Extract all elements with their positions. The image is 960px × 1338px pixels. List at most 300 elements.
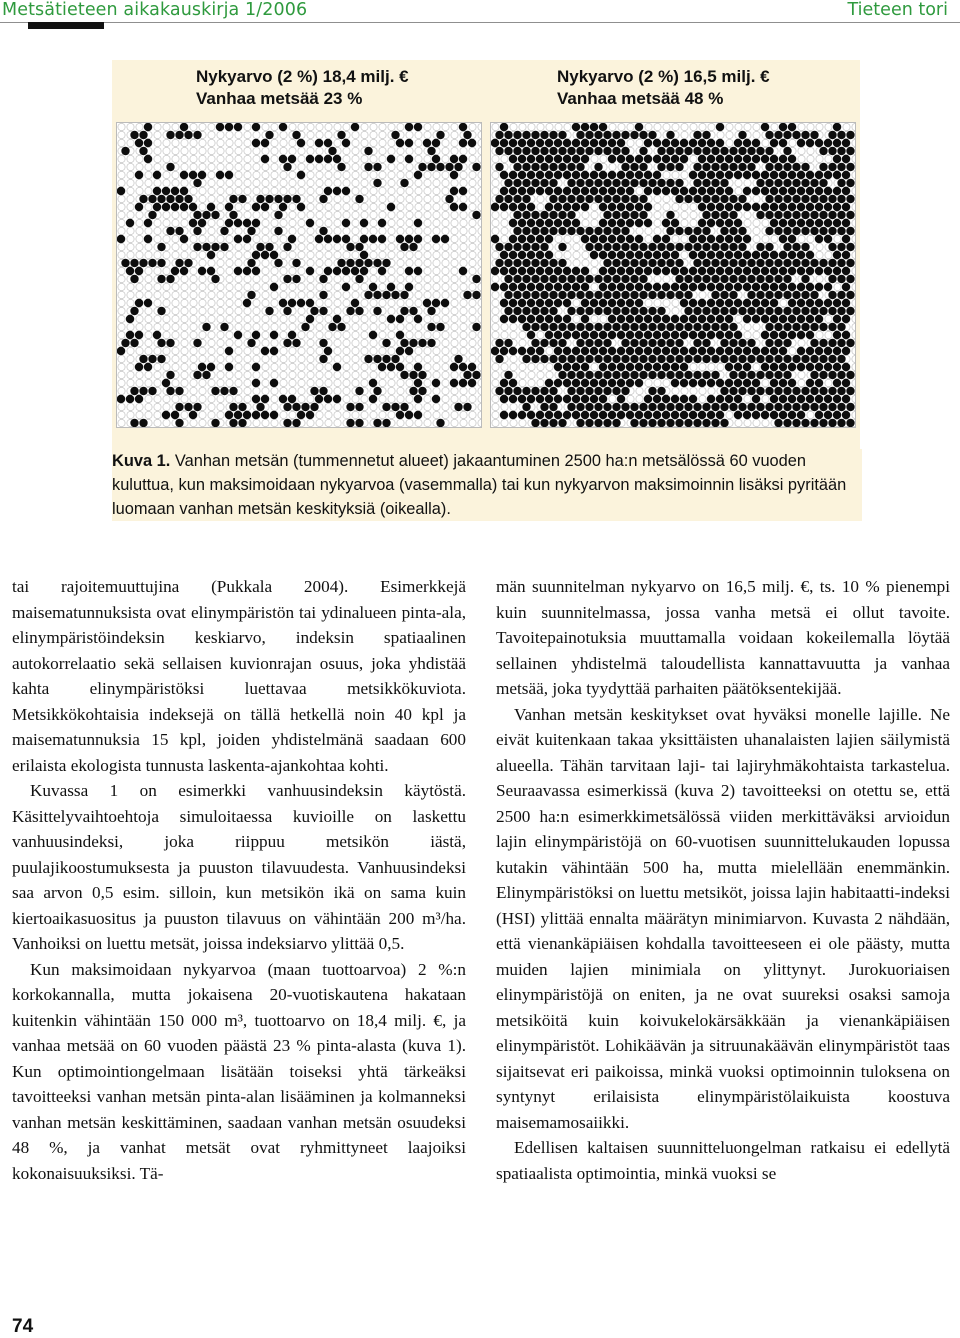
old-forest-cell	[225, 203, 233, 211]
old-forest-cell	[653, 267, 661, 275]
old-forest-cell	[617, 363, 625, 371]
old-forest-cell	[603, 371, 611, 379]
old-forest-cell	[729, 387, 737, 395]
old-forest-cell	[801, 131, 809, 139]
old-forest-cell	[711, 147, 719, 155]
old-forest-cell	[842, 347, 850, 355]
old-forest-cell	[770, 331, 778, 339]
old-forest-cell	[770, 171, 778, 179]
old-forest-cell	[774, 355, 782, 363]
old-forest-cell	[630, 243, 638, 251]
old-forest-cell	[252, 411, 260, 419]
old-forest-cell	[779, 139, 787, 147]
old-forest-cell	[306, 315, 314, 323]
old-forest-cell	[175, 195, 183, 203]
old-forest-cell	[157, 355, 165, 363]
old-forest-cell	[536, 395, 544, 403]
old-forest-cell	[130, 131, 138, 139]
old-forest-cell	[270, 283, 278, 291]
old-forest-cell	[612, 131, 620, 139]
old-forest-cell	[400, 339, 408, 347]
old-forest-cell	[842, 139, 850, 147]
old-forest-cell	[545, 267, 553, 275]
old-forest-cell	[184, 403, 192, 411]
old-forest-cell	[716, 347, 724, 355]
old-forest-cell	[639, 211, 647, 219]
old-forest-cell	[184, 259, 192, 267]
old-forest-cell	[815, 395, 823, 403]
old-forest-cell	[315, 235, 323, 243]
old-forest-cell	[734, 251, 742, 259]
old-forest-cell	[689, 171, 697, 179]
old-forest-cell	[779, 251, 787, 259]
old-forest-cell	[810, 291, 818, 299]
old-forest-cell	[391, 403, 399, 411]
old-forest-cell	[581, 139, 589, 147]
old-forest-cell	[243, 267, 251, 275]
old-forest-cell	[504, 307, 512, 315]
old-forest-cell	[815, 363, 823, 371]
old-forest-cell	[554, 299, 562, 307]
old-forest-cell	[635, 379, 643, 387]
old-forest-cell	[765, 323, 773, 331]
old-forest-cell	[225, 411, 233, 419]
old-forest-cell	[572, 363, 580, 371]
old-forest-cell	[657, 371, 665, 379]
old-forest-cell	[468, 379, 476, 387]
old-forest-cell	[770, 283, 778, 291]
old-forest-cell	[747, 291, 755, 299]
old-forest-cell	[698, 331, 706, 339]
old-forest-cell	[459, 155, 467, 163]
old-forest-cell	[846, 227, 854, 235]
old-forest-cell	[738, 147, 746, 155]
right-paragraph-2: Vanhan metsän keskitykset ovat hyväksi monelle lajille. Ne eivät kuitenkaan takaa yksittäisten uhanalaisten lajien säilymistä alueella. Tähän tarvitaan laji- tai lajiryhmäkohtaista tarkastelua. Seuraavassa esimerkissä (kuva 2) tavoitteeksi on otettu se, että 2500 ha:n esimerkkimetsälössä viiden merkittäväksi arvioidun lajin elinympäristöjä on 60-vuotisen suunnittelukauden lopussa kutakin vähintään 500 ha, mutta mielellään enemmänkin. Elinympäristöksi on luettu metsiköt, joissa lajin habitaatti-indeksi (HSI) ylittää ennalta määrätyn minimiarvon. Kuvasta 2 nähdään, että vienankäpiäisen kohdalla tavoitteeseen ei ole päästy, mutta muiden lajien minimiala on ylittynyt. Jurokuoriaisen elinympäristöjä on eniten, ja ne ovat suureksi osaksi samoja metsiköitä kuin koivukelokärsäkkään ja vienankäpiäisen elinympäristöt. Lohikäävän ja sitruunakäävän elinympäristöt taas sijaitsevat eri paikoissa, minkä vuoksi optimoinnin tuloksena on syntynyt erilaisista elinympäristölaikuista koostuva maisemamosaiikki.	[496, 704, 950, 1132]
old-forest-cell	[671, 187, 679, 195]
old-forest-cell	[608, 187, 616, 195]
old-forest-cell	[423, 139, 431, 147]
old-forest-cell	[567, 275, 575, 283]
old-forest-cell	[635, 171, 643, 179]
old-forest-cell	[716, 139, 724, 147]
old-forest-cell	[234, 267, 242, 275]
old-forest-cell	[297, 411, 305, 419]
old-forest-cell	[342, 283, 350, 291]
old-forest-cell	[828, 275, 836, 283]
old-forest-cell	[288, 235, 296, 243]
old-forest-cell	[833, 155, 841, 163]
old-forest-cell	[144, 219, 152, 227]
old-forest-cell	[536, 315, 544, 323]
old-forest-cell	[630, 259, 638, 267]
old-forest-cell	[166, 339, 174, 347]
old-forest-cell	[450, 171, 458, 179]
old-forest-cell	[662, 235, 670, 243]
old-forest-cell	[842, 251, 850, 259]
old-forest-cell	[707, 139, 715, 147]
old-forest-cell	[738, 371, 746, 379]
old-forest-cell	[792, 179, 800, 187]
old-forest-cell	[626, 331, 634, 339]
old-forest-cell	[788, 363, 796, 371]
old-forest-cell	[558, 243, 566, 251]
old-forest-cell	[779, 283, 787, 291]
old-forest-cell	[644, 155, 652, 163]
old-forest-cell	[400, 403, 408, 411]
old-forest-cell	[630, 195, 638, 203]
old-forest-cell	[653, 251, 661, 259]
old-forest-cell	[698, 411, 706, 419]
old-forest-cell	[175, 387, 183, 395]
old-forest-cell	[238, 403, 246, 411]
old-forest-cell	[427, 147, 435, 155]
old-forest-cell	[635, 299, 643, 307]
old-forest-cell	[846, 243, 854, 251]
old-forest-cell	[626, 315, 634, 323]
old-forest-cell	[738, 403, 746, 411]
old-forest-cell	[513, 387, 521, 395]
old-forest-cell	[819, 323, 827, 331]
old-forest-cell	[581, 299, 589, 307]
old-forest-cell	[599, 203, 607, 211]
old-forest-cell	[261, 155, 269, 163]
old-forest-cell	[734, 379, 742, 387]
old-forest-cell	[472, 163, 480, 171]
old-forest-cell	[572, 331, 580, 339]
old-forest-cell	[211, 387, 219, 395]
old-forest-cell	[684, 227, 692, 235]
old-forest-cell	[427, 339, 435, 347]
old-forest-cell	[716, 203, 724, 211]
old-forest-cell	[837, 339, 845, 347]
old-forest-cell	[837, 179, 845, 187]
old-forest-cell	[788, 235, 796, 243]
old-forest-cell	[576, 419, 584, 427]
old-forest-cell	[567, 211, 575, 219]
old-forest-cell	[801, 419, 809, 427]
old-forest-cell	[801, 355, 809, 363]
old-forest-cell	[653, 411, 661, 419]
old-forest-cell	[355, 403, 363, 411]
old-forest-cell	[581, 267, 589, 275]
old-forest-cell	[297, 299, 305, 307]
old-forest-cell	[382, 259, 390, 267]
old-forest-cell	[662, 363, 670, 371]
old-forest-cell	[256, 403, 264, 411]
old-forest-cell	[382, 403, 390, 411]
old-forest-cell	[603, 195, 611, 203]
caption-text: Vanhan metsän (tummennetut alueet) jakaantuminen 2500 ha:n metsälössä 60 vuoden kuluttua, kun maksimoidaan nykyarvoa (vasemmalla) tai kun nykyarvon maksimoinnin lisäksi pyritään luomaan vanhan metsän keskityksiä (oikealla).	[112, 452, 847, 518]
old-forest-cell	[265, 243, 273, 251]
old-forest-cell	[752, 203, 760, 211]
old-forest-cell	[707, 395, 715, 403]
old-forest-cell	[689, 411, 697, 419]
old-forest-cell	[774, 371, 782, 379]
old-forest-cell	[135, 267, 143, 275]
old-forest-cell	[549, 227, 557, 235]
old-forest-cell	[824, 139, 832, 147]
old-forest-cell	[536, 411, 544, 419]
old-forest-cell	[801, 195, 809, 203]
old-forest-cell	[810, 259, 818, 267]
old-forest-cell	[572, 411, 580, 419]
old-forest-cell	[774, 259, 782, 267]
old-forest-cell	[635, 411, 643, 419]
old-forest-cell	[567, 323, 575, 331]
old-forest-cell	[644, 267, 652, 275]
old-forest-cell	[644, 363, 652, 371]
old-forest-cell	[540, 403, 548, 411]
old-forest-cell	[554, 283, 562, 291]
old-forest-cell	[558, 355, 566, 363]
old-forest-cell	[756, 147, 764, 155]
old-forest-cell	[527, 267, 535, 275]
old-forest-cell	[842, 219, 850, 227]
old-forest-cell	[801, 403, 809, 411]
old-forest-cell	[653, 139, 661, 147]
old-forest-cell	[684, 355, 692, 363]
old-forest-cell	[743, 139, 751, 147]
old-forest-cell	[720, 195, 728, 203]
old-forest-cell	[373, 355, 381, 363]
old-forest-cell	[563, 139, 571, 147]
old-forest-cell	[702, 179, 710, 187]
old-forest-cell	[806, 187, 814, 195]
old-forest-cell	[513, 195, 521, 203]
old-forest-cell	[648, 355, 656, 363]
old-forest-cell	[612, 179, 620, 187]
old-forest-cell	[630, 371, 638, 379]
old-forest-cell	[603, 355, 611, 363]
old-forest-cell	[720, 291, 728, 299]
old-forest-cell	[698, 203, 706, 211]
old-forest-cell	[536, 299, 544, 307]
old-forest-cell	[783, 211, 791, 219]
old-forest-cell	[500, 379, 508, 387]
old-forest-cell	[576, 307, 584, 315]
old-forest-cell	[644, 411, 652, 419]
old-forest-cell	[148, 211, 156, 219]
old-forest-cell	[617, 331, 625, 339]
old-forest-cell	[491, 139, 499, 147]
old-forest-cell	[572, 395, 580, 403]
old-forest-cell	[531, 211, 539, 219]
old-forest-cell	[500, 251, 508, 259]
old-forest-cell	[351, 123, 359, 131]
old-forest-cell	[180, 187, 188, 195]
old-forest-cell	[387, 315, 395, 323]
old-forest-cell	[256, 243, 264, 251]
old-forest-cell	[752, 155, 760, 163]
old-forest-cell	[810, 403, 818, 411]
old-forest-cell	[666, 243, 674, 251]
old-forest-cell	[617, 235, 625, 243]
old-forest-cell	[693, 323, 701, 331]
old-forest-cell	[441, 299, 449, 307]
old-forest-cell	[644, 139, 652, 147]
old-forest-cell	[797, 139, 805, 147]
old-forest-cell	[815, 203, 823, 211]
old-forest-cell	[792, 211, 800, 219]
old-forest-cell	[680, 187, 688, 195]
old-forest-cell	[639, 355, 647, 363]
old-forest-cell	[819, 403, 827, 411]
left-map-cells	[117, 123, 481, 427]
old-forest-cell	[716, 155, 724, 163]
old-forest-cell	[662, 267, 670, 275]
old-forest-cell	[752, 283, 760, 291]
old-forest-cell	[815, 219, 823, 227]
old-forest-cell	[495, 163, 503, 171]
old-forest-cell	[765, 179, 773, 187]
old-forest-cell	[261, 395, 269, 403]
old-forest-cell	[630, 275, 638, 283]
old-forest-cell	[770, 347, 778, 355]
old-forest-cell	[720, 227, 728, 235]
old-forest-cell	[653, 347, 661, 355]
old-forest-cell	[734, 411, 742, 419]
old-forest-cell	[792, 227, 800, 235]
old-forest-cell	[144, 299, 152, 307]
old-forest-cell	[549, 131, 557, 139]
old-forest-cell	[414, 379, 422, 387]
old-forest-cell	[581, 155, 589, 163]
old-forest-cell	[792, 323, 800, 331]
old-forest-cell	[549, 355, 557, 363]
old-forest-cell	[306, 299, 314, 307]
old-forest-cell	[522, 259, 530, 267]
old-forest-cell	[702, 147, 710, 155]
old-forest-cell	[765, 243, 773, 251]
old-forest-cell	[549, 307, 557, 315]
old-forest-cell	[671, 347, 679, 355]
old-forest-cell	[157, 259, 165, 267]
old-forest-cell	[509, 187, 517, 195]
old-forest-cell	[725, 299, 733, 307]
old-forest-cell	[518, 235, 526, 243]
old-forest-cell	[603, 147, 611, 155]
old-forest-cell	[819, 147, 827, 155]
old-forest-cell	[783, 163, 791, 171]
old-forest-cell	[815, 267, 823, 275]
old-forest-cell	[648, 403, 656, 411]
old-forest-cell	[756, 179, 764, 187]
old-forest-cell	[837, 195, 845, 203]
old-forest-cell	[612, 227, 620, 235]
old-forest-cell	[509, 171, 517, 179]
old-forest-cell	[819, 387, 827, 395]
old-forest-cell	[837, 131, 845, 139]
old-forest-cell	[828, 419, 836, 427]
old-forest-cell	[306, 411, 314, 419]
old-forest-cell	[765, 259, 773, 267]
old-forest-cell	[572, 379, 580, 387]
old-forest-cell	[833, 171, 841, 179]
old-forest-cell	[603, 403, 611, 411]
old-forest-cell	[608, 363, 616, 371]
old-forest-cell	[522, 179, 530, 187]
old-forest-cell	[711, 323, 719, 331]
old-forest-cell	[774, 211, 782, 219]
old-forest-cell	[567, 387, 575, 395]
old-forest-cell	[806, 283, 814, 291]
old-forest-cell	[779, 171, 787, 179]
old-forest-cell	[594, 275, 602, 283]
old-forest-cell	[729, 323, 737, 331]
old-forest-cell	[680, 379, 688, 387]
old-forest-cell	[747, 307, 755, 315]
old-forest-cell	[594, 323, 602, 331]
old-forest-cell	[301, 403, 309, 411]
old-forest-cell	[283, 419, 291, 427]
old-forest-cell	[846, 259, 854, 267]
old-forest-cell	[662, 251, 670, 259]
old-forest-cell	[617, 251, 625, 259]
old-forest-cell	[725, 251, 733, 259]
old-forest-cell	[423, 299, 431, 307]
old-forest-cell	[590, 171, 598, 179]
old-forest-cell	[504, 275, 512, 283]
section-title: Tieteen tori	[847, 0, 948, 20]
old-forest-cell	[765, 211, 773, 219]
old-forest-cell	[689, 315, 697, 323]
old-forest-cell	[770, 315, 778, 323]
old-forest-cell	[716, 171, 724, 179]
old-forest-cell	[328, 147, 336, 155]
old-forest-cell	[247, 259, 255, 267]
old-forest-cell	[139, 195, 147, 203]
old-forest-cell	[702, 211, 710, 219]
old-forest-cell	[243, 299, 251, 307]
old-forest-cell	[225, 123, 233, 131]
old-forest-cell	[509, 235, 517, 243]
old-forest-cell	[540, 355, 548, 363]
old-forest-cell	[144, 155, 152, 163]
old-forest-cell	[752, 315, 760, 323]
old-forest-cell	[166, 371, 174, 379]
old-forest-cell	[774, 291, 782, 299]
old-forest-cell	[770, 203, 778, 211]
old-forest-cell	[540, 323, 548, 331]
old-forest-cell	[545, 395, 553, 403]
old-forest-cell	[472, 371, 480, 379]
old-forest-cell	[671, 283, 679, 291]
old-forest-cell	[126, 315, 134, 323]
old-forest-cell	[837, 403, 845, 411]
old-forest-cell	[797, 171, 805, 179]
old-forest-cell	[635, 219, 643, 227]
old-forest-cell	[558, 371, 566, 379]
old-forest-cell	[792, 291, 800, 299]
old-forest-cell	[261, 411, 269, 419]
old-forest-cell	[279, 395, 287, 403]
old-forest-cell	[774, 163, 782, 171]
old-forest-cell	[518, 267, 526, 275]
old-forest-cell	[509, 347, 517, 355]
old-forest-cell	[846, 147, 854, 155]
old-forest-cell	[211, 275, 219, 283]
left-paragraph-1: tai rajoitemuuttujina (Pukkala 2004). Esimerkkejä maisematunnuksista ovat elinympäristön tai ydinalueen pinta-ala, elinympäristöindeksin keskiarvo, indeksin spatiaalinen autokorrelaatio sekä sellaisen kuvionrajan osuus, joka yhdistää kahta elinympäristöksi luettavaa metsikkökuviota. Metsikkökohtaisia indeksejä on tällä hetkellä noin 40 kpl ja maisematunnuksia 15 kpl, joiden yhdistelmänä saadaan 600 erilaista ekologista tunnusta laskenta-ajankohtaa kohti.	[12, 577, 466, 775]
old-forest-cell	[639, 179, 647, 187]
old-forest-cell	[702, 307, 710, 315]
old-forest-cell	[594, 195, 602, 203]
old-forest-cell	[211, 243, 219, 251]
old-forest-cell	[716, 219, 724, 227]
old-forest-cell	[846, 307, 854, 315]
old-forest-cell	[716, 379, 724, 387]
old-forest-cell	[513, 259, 521, 267]
old-forest-cell	[229, 211, 237, 219]
